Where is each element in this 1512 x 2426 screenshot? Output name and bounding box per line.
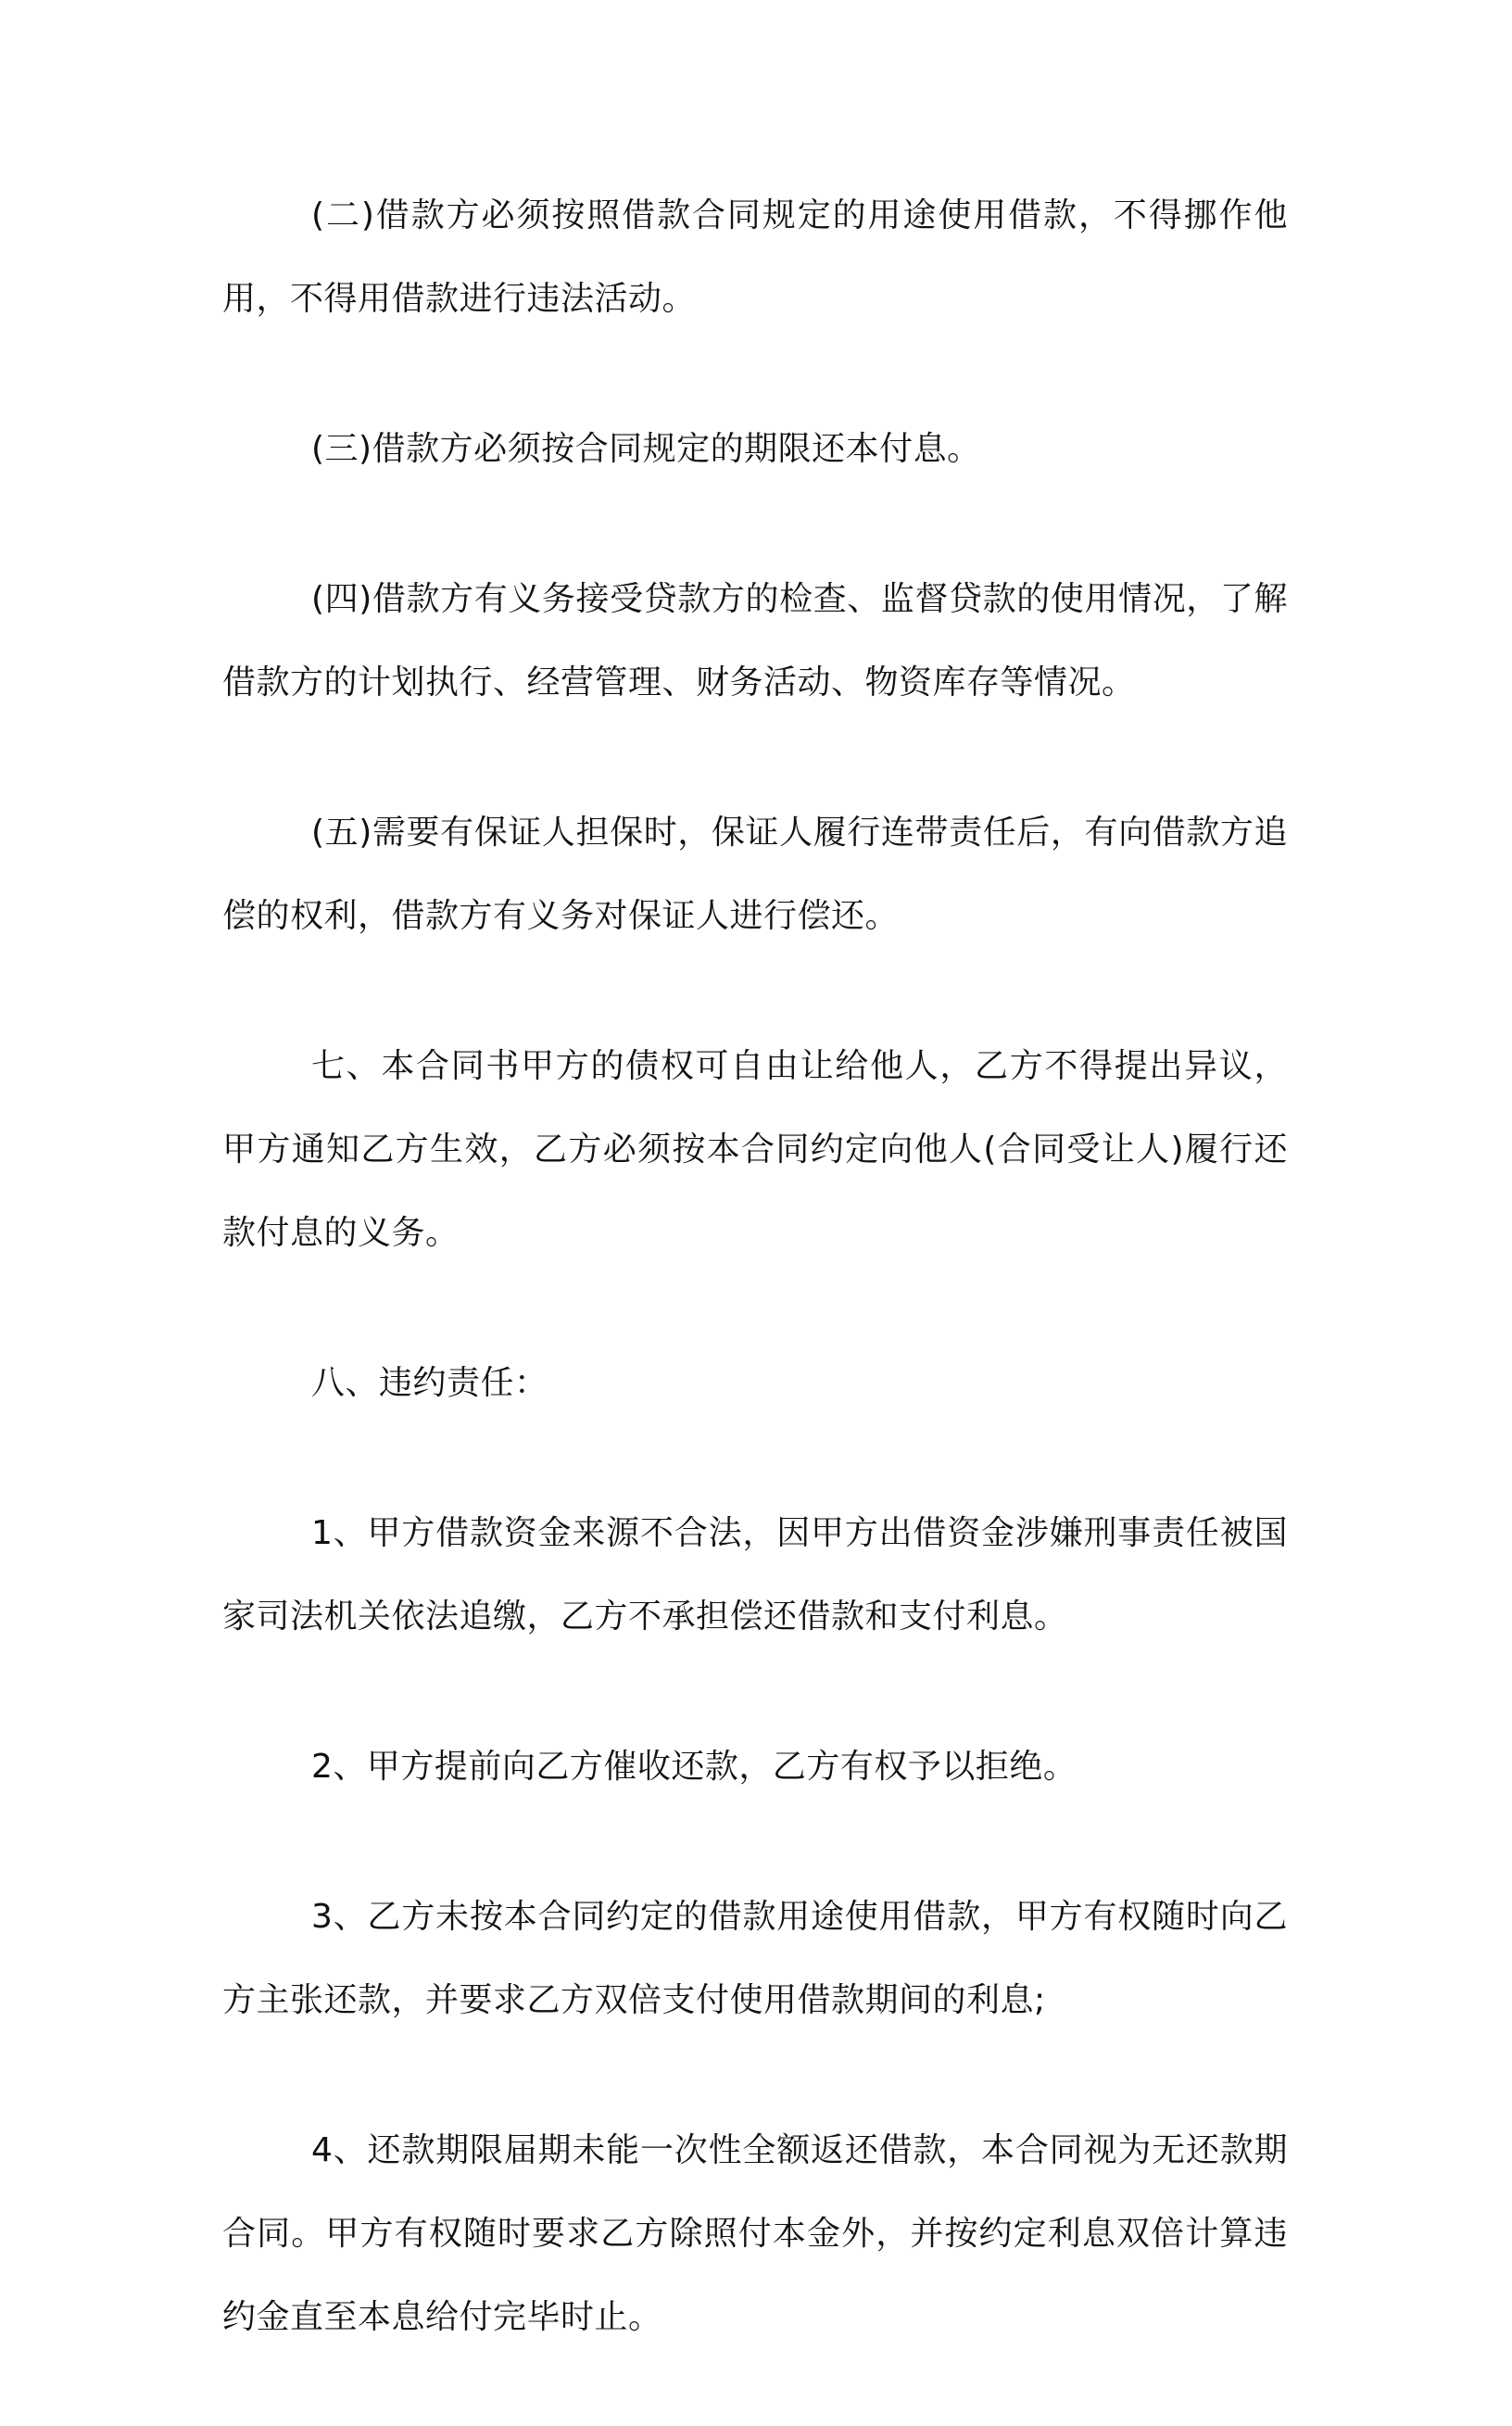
paragraph-breach-item-4: 4、还款期限届期未能一次性全额返还借款，本合同视为无还款期合同。甲方有权随时要求乙方除照付本金外，并按约定利息双倍计算违约金直至本息给付完毕时止。: [222, 2131, 1288, 2336]
document-body: [222, 174, 1288, 2426]
paragraph-section-7: 七、本合同书甲方的债权可自由让给他人，乙方不得提出异议，甲方通知乙方生效，乙方必须按本合同约定向他人(合同受让人)履行还款付息的义务。: [222, 1047, 1288, 1252]
paragraph-breach-item-1: 1、甲方借款资金来源不合法，因甲方出借资金涉嫌刑事责任被国家司法机关依法追缴，乙方不承担偿还借款和支付利息。: [222, 1514, 1288, 1636]
paragraph-clause-5: (五)需要有保证人担保时，保证人履行连带责任后，有向借款方追偿的权利，借款方有义务对保证人进行偿还。: [222, 814, 1288, 935]
paragraph-section-8-heading: 八、违约责任：: [311, 1364, 548, 1402]
paragraph-breach-item-3: 3、乙方未按本合同约定的借款用途使用借款，甲方有权随时向乙方主张还款，并要求乙方双倍支付使用借款期间的利息;: [222, 1898, 1288, 2019]
paragraph-clause-4: (四)借款方有义务接受贷款方的检查、监督贷款的使用情况，了解借款方的计划执行、经营管理、财务活动、物资库存等情况。: [222, 580, 1288, 701]
paragraph-breach-item-2: 2、甲方提前向乙方催收还款，乙方有权予以拒绝。: [311, 1748, 1077, 1786]
paragraph-clause-2: (二)借款方必须按照借款合同规定的用途使用借款，不得挪作他用，不得用借款进行违法活动。: [222, 196, 1288, 318]
paragraph-clause-3: (三)借款方必须按合同规定的期限还本付息。: [311, 430, 981, 468]
